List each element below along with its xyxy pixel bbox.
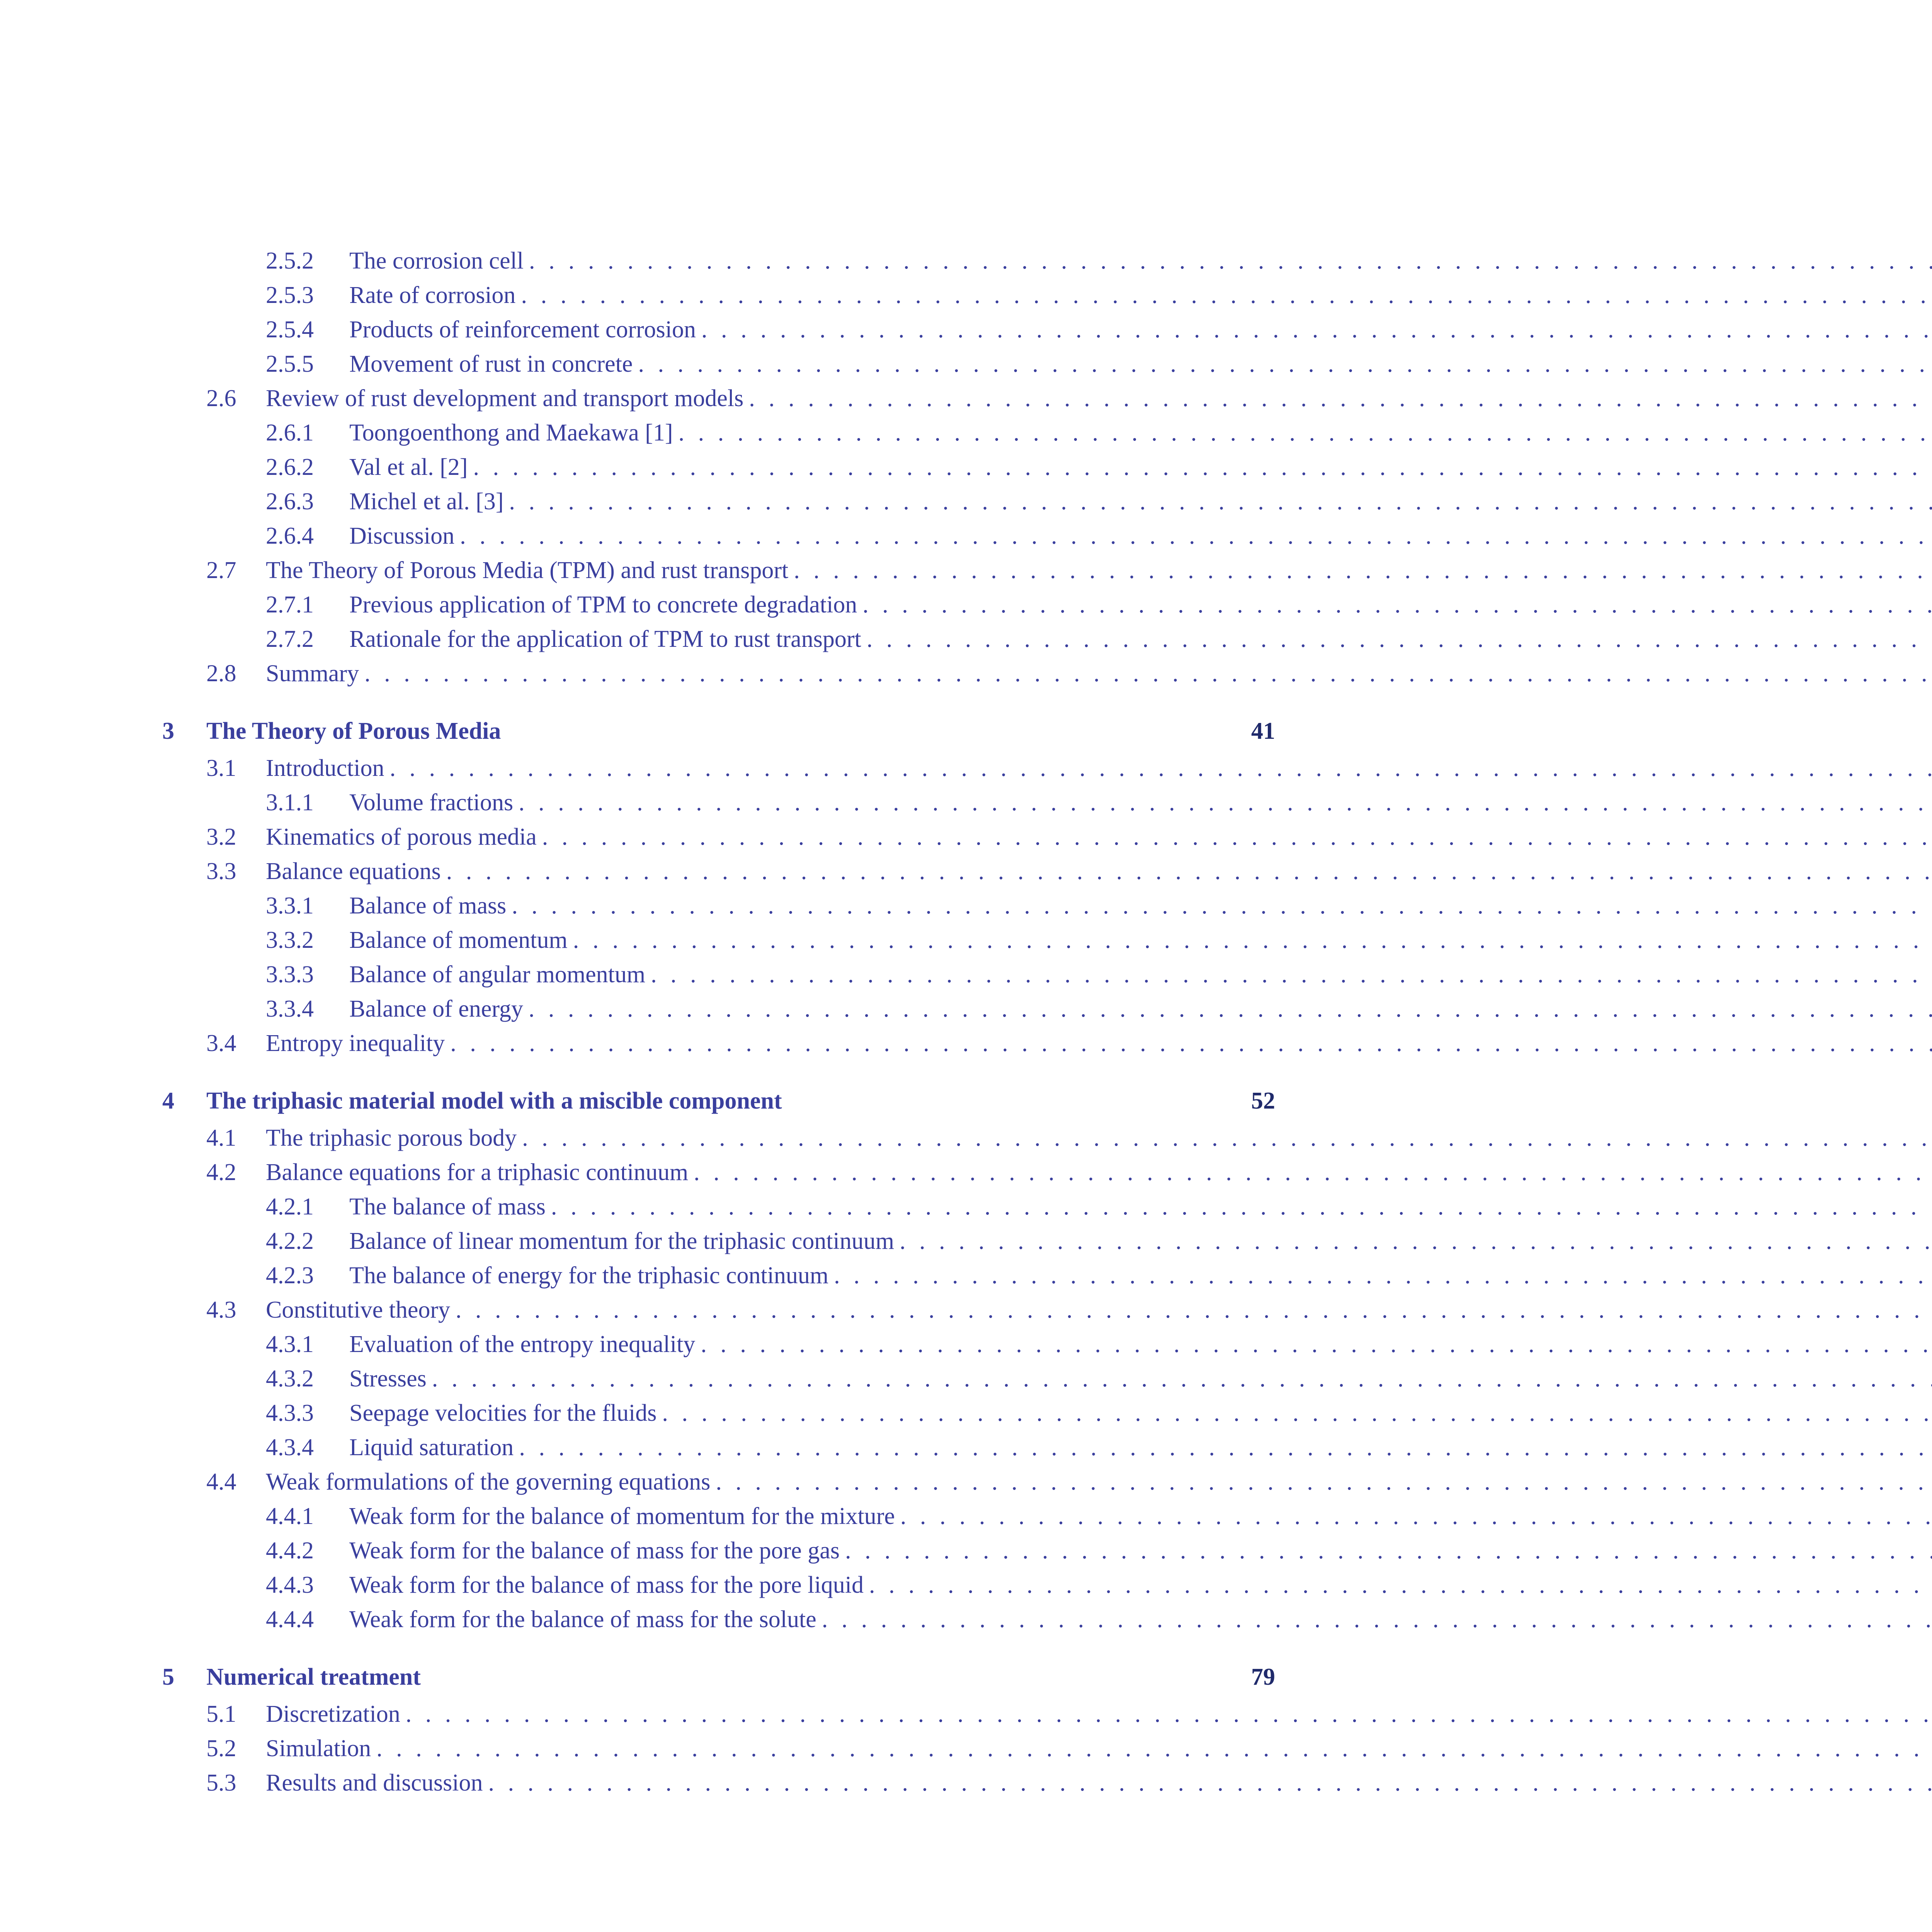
toc-dot-leader: [456, 1296, 1932, 1324]
toc-dot-leader: [460, 522, 1932, 550]
toc-dot-leader: [694, 1159, 1932, 1186]
toc-subsection-entry[interactable]: [162, 789, 1275, 823]
toc-dot-leader: [794, 557, 1932, 584]
table-of-contents: [162, 247, 1275, 1804]
toc-subsection-entry[interactable]: [162, 247, 1275, 282]
toc-section-entry[interactable]: [162, 1296, 1275, 1331]
toc-entry-title: Rate of corrosion: [349, 282, 516, 308]
toc-dot-leader: [638, 350, 1932, 378]
toc-entry-number: 4.2.2: [266, 1228, 314, 1254]
toc-subsection-entry[interactable]: [162, 995, 1275, 1030]
toc-entry-number: 4.4.3: [266, 1572, 314, 1598]
toc-entry-title: Review of rust development and transport models: [266, 385, 744, 412]
toc-entry-title: Kinematics of porous media: [266, 824, 537, 850]
toc-entry-title: Balance equations: [266, 858, 441, 884]
toc-subsection-entry[interactable]: [162, 1331, 1275, 1365]
toc-entry-title: Balance of mass: [349, 893, 507, 919]
toc-dot-leader: [509, 488, 1932, 515]
toc-dot-leader: [450, 1030, 1932, 1057]
toc-subsection-entry[interactable]: [162, 522, 1275, 557]
toc-subsection-entry[interactable]: [162, 1606, 1275, 1640]
toc-entry-title: The Theory of Porous Media: [206, 718, 501, 744]
toc-entry-title: Balance of angular momentum: [349, 961, 646, 988]
toc-dot-leader: [522, 1124, 1932, 1152]
toc-entry-title: Seepage velocities for the fluids: [349, 1400, 657, 1426]
toc-dot-leader: [446, 858, 1932, 885]
toc-section-entry[interactable]: [162, 1124, 1275, 1159]
toc-section-entry[interactable]: [162, 1030, 1275, 1064]
toc-entry-title: The balance of energy for the triphasic continuum: [349, 1262, 829, 1289]
toc-entry-number: 3.3.2: [266, 927, 314, 953]
toc-entry-title: Discretization: [266, 1701, 400, 1727]
toc-dot-leader: [551, 1193, 1932, 1221]
toc-entry-title: Discussion: [349, 523, 455, 549]
toc-entry-number: 4.3.1: [266, 1331, 314, 1357]
toc-subsection-entry[interactable]: [162, 591, 1275, 626]
toc-subsection-entry[interactable]: [162, 1365, 1275, 1400]
toc-entry-number: 2.8: [206, 660, 236, 687]
toc-subsection-entry[interactable]: [162, 488, 1275, 522]
toc-entry-number: 4.3: [206, 1297, 236, 1323]
toc-entry-title: Balance equations for a triphasic continuum: [266, 1159, 689, 1185]
toc-dot-leader: [867, 626, 1932, 653]
toc-page-number: 52: [1251, 1088, 1275, 1114]
toc-dot-leader: [521, 282, 1932, 309]
toc-entry-title: The triphasic porous body: [266, 1125, 517, 1151]
toc-dot-leader: [900, 1503, 1932, 1530]
toc-entry-title: The corrosion cell: [349, 248, 524, 274]
toc-dot-leader: [716, 1468, 1932, 1496]
toc-dot-leader: [869, 1571, 1932, 1599]
toc-entry-number: 3.3.3: [266, 961, 314, 988]
toc-entry-title: Weak form for the balance of mass for the pore liquid: [349, 1572, 864, 1598]
toc-subsection-entry[interactable]: [162, 419, 1275, 454]
toc-chapter-entry[interactable]: [162, 1663, 1275, 1701]
toc-subsection-entry[interactable]: [162, 1193, 1275, 1228]
toc-entry-title: Stresses: [349, 1366, 427, 1392]
toc-chapter-entry[interactable]: [162, 1087, 1275, 1124]
toc-entry-number: 4.4: [206, 1469, 236, 1495]
toc-subsection-entry[interactable]: [162, 626, 1275, 660]
toc-entry-title: Movement of rust in concrete: [349, 351, 633, 377]
toc-subsection-entry[interactable]: [162, 1228, 1275, 1262]
toc-subsection-entry[interactable]: [162, 961, 1275, 995]
toc-section-entry[interactable]: [162, 1701, 1275, 1735]
toc-entry-title: Balance of momentum: [349, 927, 568, 953]
toc-entry-title: Simulation: [266, 1735, 371, 1762]
toc-subsection-entry[interactable]: [162, 316, 1275, 350]
toc-entry-title: The triphasic material model with a miscible component: [206, 1088, 782, 1114]
toc-entry-title: Volume fractions: [349, 789, 514, 816]
toc-entry-number: 3: [162, 718, 174, 744]
toc-entry-title: Products of reinforcement corrosion: [349, 316, 696, 343]
toc-section-entry[interactable]: [162, 557, 1275, 591]
toc-dot-leader: [512, 892, 1932, 920]
toc-entry-title: Toongoenthong and Maekawa [1]: [349, 420, 673, 446]
toc-entry-title: Numerical treatment: [206, 1664, 421, 1690]
toc-dot-leader: [701, 1331, 1932, 1358]
toc-section-entry[interactable]: [162, 823, 1275, 858]
toc-entry-number: 2.6: [206, 385, 236, 412]
toc-dot-leader: [488, 1769, 1932, 1797]
toc-entry-title: Michel et al. [3]: [349, 488, 504, 515]
toc-entry-title: Liquid saturation: [349, 1434, 514, 1461]
toc-entry-number: 5: [162, 1664, 174, 1690]
toc-entry-number: 2.7: [206, 557, 236, 583]
toc-entry-number: 2.6.1: [266, 420, 314, 446]
toc-entry-title: Previous application of TPM to concrete degradation: [349, 592, 857, 618]
toc-dot-leader: [679, 419, 1932, 447]
toc-entry-title: Weak form for the balance of momentum for the mixture: [349, 1503, 895, 1529]
toc-subsection-entry[interactable]: [162, 1262, 1275, 1296]
toc-entry-number: 3.3: [206, 858, 236, 884]
toc-entry-title: Entropy inequality: [266, 1030, 445, 1056]
toc-entry-number: 4.3.4: [266, 1434, 314, 1461]
toc-entry-number: 2.6.3: [266, 488, 314, 515]
toc-dot-leader: [390, 755, 1932, 782]
toc-chapter-entry[interactable]: [162, 718, 1275, 755]
toc-page-number: 41: [1251, 718, 1275, 744]
toc-section-entry[interactable]: [162, 660, 1275, 694]
toc-dot-leader: [749, 385, 1932, 412]
toc-entry-number: 2.5.2: [266, 248, 314, 274]
toc-entry-number: 3.3.4: [266, 996, 314, 1022]
toc-entry-title: Weak form for the balance of mass for the solute: [349, 1606, 816, 1633]
toc-dot-leader: [529, 995, 1932, 1023]
toc-subsection-entry[interactable]: [162, 1400, 1275, 1434]
toc-entry-title: Val et al. [2]: [349, 454, 468, 480]
toc-section-entry[interactable]: [162, 1159, 1275, 1193]
toc-subsection-entry[interactable]: [162, 454, 1275, 488]
toc-entry-title: Weak formulations of the governing equations: [266, 1469, 711, 1495]
toc-entry-number: 4.2: [206, 1159, 236, 1185]
toc-entry-number: 4.3.2: [266, 1366, 314, 1392]
toc-section-entry[interactable]: [162, 858, 1275, 892]
toc-dot-leader: [519, 789, 1932, 816]
toc-dot-leader: [651, 961, 1932, 988]
toc-subsection-entry[interactable]: [162, 1503, 1275, 1537]
toc-entry-title: Balance of linear momentum for the triphasic continuum: [349, 1228, 895, 1254]
toc-entry-number: 2.7.1: [266, 592, 314, 618]
toc-dot-leader: [701, 316, 1932, 344]
toc-subsection-entry[interactable]: [162, 892, 1275, 927]
toc-entry-number: 3.1: [206, 755, 236, 781]
toc-subsection-entry[interactable]: [162, 1434, 1275, 1468]
toc-entry-title: Results and discussion: [266, 1770, 483, 1796]
toc-subsection-entry[interactable]: [162, 1571, 1275, 1606]
toc-entry-number: 4.4.4: [266, 1606, 314, 1633]
toc-section-entry[interactable]: [162, 1769, 1275, 1804]
toc-dot-leader: [529, 247, 1932, 275]
toc-entry-number: 2.6.4: [266, 523, 314, 549]
toc-entry-number: 4.1: [206, 1125, 236, 1151]
toc-subsection-entry[interactable]: [162, 350, 1275, 385]
toc-entry-number: 5.1: [206, 1701, 236, 1727]
toc-entry-number: 3.4: [206, 1030, 236, 1056]
toc-entry-number: 3.3.1: [266, 893, 314, 919]
toc-dot-leader: [862, 591, 1932, 619]
toc-entry-title: Evaluation of the entropy inequality: [349, 1331, 696, 1357]
toc-dot-leader: [900, 1228, 1932, 1255]
toc-page-number: 79: [1251, 1664, 1275, 1690]
toc-section-entry[interactable]: [162, 1735, 1275, 1769]
toc-section-entry[interactable]: [162, 1468, 1275, 1503]
toc-section-entry[interactable]: [162, 385, 1275, 419]
toc-entry-title: The balance of mass: [349, 1194, 546, 1220]
toc-entry-number: 4.2.1: [266, 1194, 314, 1220]
toc-entry-number: 5.3: [206, 1770, 236, 1796]
toc-dot-leader: [662, 1400, 1932, 1427]
toc-dot-leader: [432, 1365, 1932, 1393]
toc-dot-leader: [542, 823, 1932, 851]
toc-dot-leader: [376, 1735, 1932, 1762]
toc-entry-number: 4.3.3: [266, 1400, 314, 1426]
toc-dot-leader: [473, 454, 1932, 481]
toc-entry-number: 4.4.1: [266, 1503, 314, 1529]
toc-entry-number: 3.1.1: [266, 789, 314, 816]
toc-entry-title: Constitutive theory: [266, 1297, 451, 1323]
toc-entry-number: 2.5.5: [266, 351, 314, 377]
toc-dot-leader: [845, 1537, 1932, 1565]
toc-dot-leader: [573, 927, 1932, 954]
toc-section-entry[interactable]: [162, 755, 1275, 789]
toc-entry-number: 2.5.4: [266, 316, 314, 343]
toc-entry-number: 4.4.2: [266, 1537, 314, 1564]
toc-dot-leader: [364, 660, 1932, 687]
toc-entry-title: Summary: [266, 660, 359, 687]
toc-subsection-entry[interactable]: [162, 927, 1275, 961]
toc-entry-number: 5.2: [206, 1735, 236, 1762]
toc-entry-number: 3.2: [206, 824, 236, 850]
toc-entry-number: 2.5.3: [266, 282, 314, 308]
toc-entry-number: 2.6.2: [266, 454, 314, 480]
toc-subsection-entry[interactable]: [162, 282, 1275, 316]
toc-subsection-entry[interactable]: [162, 1537, 1275, 1571]
toc-entry-title: The Theory of Porous Media (TPM) and rust transport: [266, 557, 789, 583]
toc-dot-leader: [519, 1434, 1932, 1461]
toc-entry-title: Rationale for the application of TPM to rust transport: [349, 626, 861, 652]
toc-entry-title: Balance of energy: [349, 996, 523, 1022]
toc-entry-number: 4.2.3: [266, 1262, 314, 1289]
toc-entry-title: Weak form for the balance of mass for the pore gas: [349, 1537, 840, 1564]
toc-dot-leader: [406, 1701, 1932, 1728]
toc-dot-leader: [834, 1262, 1932, 1289]
toc-entry-number: 2.7.2: [266, 626, 314, 652]
toc-entry-title: Introduction: [266, 755, 384, 781]
toc-dot-leader: [822, 1606, 1932, 1633]
toc-entry-number: 4: [162, 1088, 174, 1114]
